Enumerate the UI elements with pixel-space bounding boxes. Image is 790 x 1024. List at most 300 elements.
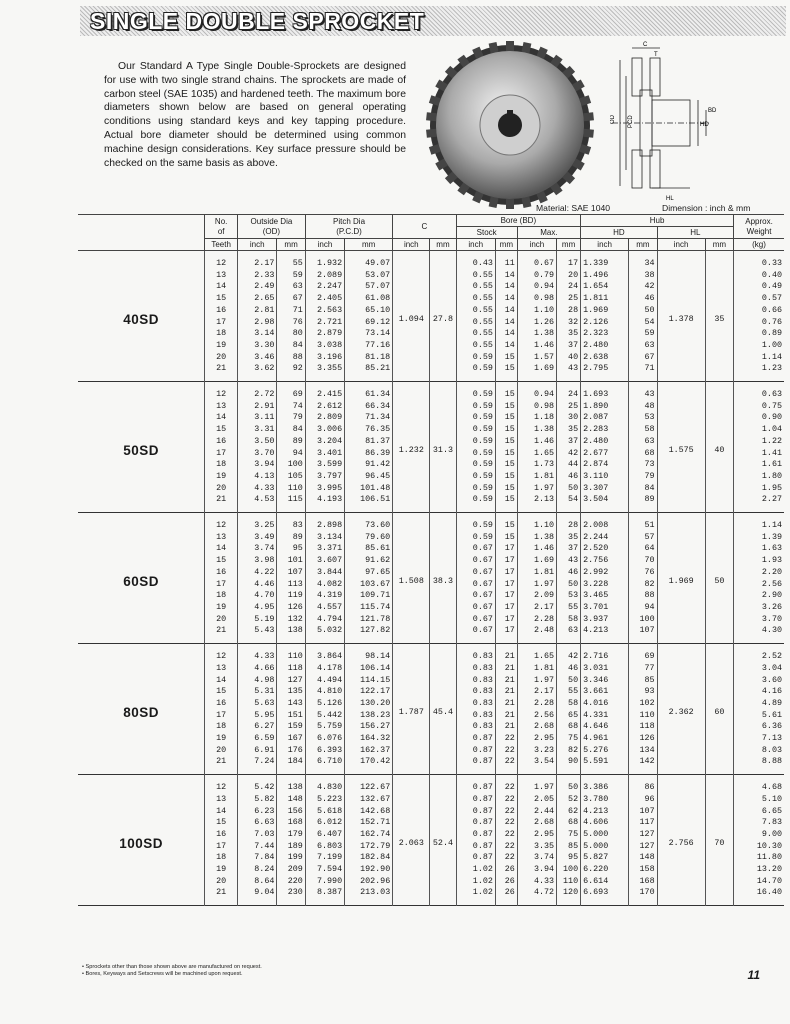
weight-cell: 0.89 <box>734 328 784 340</box>
max-inch-cell: 2.68 <box>517 817 556 829</box>
max-mm-cell: 32 <box>557 317 581 329</box>
stock-mm-cell: 14 <box>495 317 517 329</box>
stock-mm-cell: 21 <box>495 721 517 733</box>
teeth-cell: 18 <box>205 721 238 733</box>
stock-inch-cell: 0.83 <box>456 710 495 722</box>
stock-mm-cell: 15 <box>495 424 517 436</box>
weight-cell: 10.30 <box>734 841 784 853</box>
hl-label: HL <box>666 196 674 202</box>
max-inch-cell: 4.33 <box>517 876 556 888</box>
stock-mm-cell: 17 <box>495 579 517 591</box>
weight-cell: 1.14 <box>734 513 784 532</box>
stock-mm-cell: 22 <box>495 756 517 774</box>
pcd-mm-cell: 86.39 <box>345 448 393 460</box>
stock-inch-cell: 0.83 <box>456 698 495 710</box>
teeth-cell: 15 <box>205 555 238 567</box>
table-row <box>78 775 784 794</box>
teeth-cell: 12 <box>205 775 238 794</box>
teeth-cell: 17 <box>205 317 238 329</box>
max-mm-cell: 95 <box>557 852 581 864</box>
max-mm-cell: 42 <box>557 448 581 460</box>
stock-inch-cell: 1.02 <box>456 876 495 888</box>
max-mm-cell: 68 <box>557 817 581 829</box>
pcd-mm-cell: 73.14 <box>345 328 393 340</box>
od-inch-cell: 4.53 <box>238 494 277 512</box>
stock-mm-cell: 22 <box>495 806 517 818</box>
od-mm-cell: 74 <box>277 401 305 413</box>
teeth-header: No. of <box>205 215 238 239</box>
stock-mm-cell: 26 <box>495 887 517 905</box>
hd-inch-cell: 3.701 <box>581 602 629 614</box>
pcd-inch-cell: 6.803 <box>305 841 344 853</box>
od-inch-cell: 6.27 <box>238 721 277 733</box>
hd-mm-cell: 84 <box>629 483 657 495</box>
hd-inch-cell: 1.811 <box>581 293 629 305</box>
hd-mm-cell: 34 <box>629 251 657 270</box>
od-mm-cell: 110 <box>277 483 305 495</box>
hd-mm-cell: 57 <box>629 532 657 544</box>
stock-mm-cell: 21 <box>495 698 517 710</box>
stock-mm-cell: 15 <box>495 459 517 471</box>
pcd-inch-cell: 5.442 <box>305 710 344 722</box>
teeth-cell: 16 <box>205 436 238 448</box>
stock-mm-cell: 17 <box>495 543 517 555</box>
hd-inch-cell: 6.693 <box>581 887 629 905</box>
stock-mm-cell: 15 <box>495 412 517 424</box>
od-inch-cell: 2.98 <box>238 317 277 329</box>
pcd-inch-cell: 4.794 <box>305 614 344 626</box>
max-mm-cell: 30 <box>557 412 581 424</box>
hd-inch-cell: 2.008 <box>581 513 629 532</box>
weight-header-row3: (kg) <box>734 239 784 251</box>
hl-inch-cell: 1.969 <box>657 513 705 644</box>
stock-inch-cell: 0.83 <box>456 644 495 663</box>
pcd-inch-cell: 2.721 <box>305 317 344 329</box>
pcd-inch-cell: 2.247 <box>305 281 344 293</box>
model-name: 100SD <box>78 775 205 906</box>
teeth-cell: 13 <box>205 401 238 413</box>
hd-mm-cell: 85 <box>629 675 657 687</box>
teeth-cell: 15 <box>205 817 238 829</box>
od-mm-cell: 55 <box>277 251 305 270</box>
od-mm-cell: 107 <box>277 567 305 579</box>
teeth-cell: 21 <box>205 494 238 512</box>
max-mm-cell: 50 <box>557 675 581 687</box>
hd-mm-cell: 73 <box>629 459 657 471</box>
teeth-cell: 16 <box>205 305 238 317</box>
pcd-mm-cell: 121.78 <box>345 614 393 626</box>
hd-mm-cell: 58 <box>629 424 657 436</box>
hl-inch-cell: 1.575 <box>657 382 705 513</box>
max-inch-cell: 0.98 <box>517 401 556 413</box>
hd-inch-cell: 3.661 <box>581 686 629 698</box>
teeth-cell: 13 <box>205 663 238 675</box>
max-inch-cell: 1.81 <box>517 471 556 483</box>
hd-mm-cell: 43 <box>629 382 657 401</box>
max-inch-cell: 1.38 <box>517 532 556 544</box>
stock-inch-cell: 0.55 <box>456 293 495 305</box>
hd-inch-cell: 3.031 <box>581 663 629 675</box>
pcd-inch-cell: 3.797 <box>305 471 344 483</box>
teeth-cell: 19 <box>205 340 238 352</box>
stock-inch-cell: 1.02 <box>456 887 495 905</box>
max-mm-cell: 50 <box>557 483 581 495</box>
dimension-note: Dimension : inch & mm <box>662 203 751 213</box>
teeth-cell: 12 <box>205 644 238 663</box>
stock-inch-cell: 0.83 <box>456 675 495 687</box>
hd-inch-cell: 3.780 <box>581 794 629 806</box>
hd-mm-cell: 134 <box>629 745 657 757</box>
hd-inch-cell: 4.331 <box>581 710 629 722</box>
pcd-inch-cell: 7.990 <box>305 876 344 888</box>
hd-mm-cell: 96 <box>629 794 657 806</box>
max-mm-cell: 58 <box>557 698 581 710</box>
max-inch-cell: 2.28 <box>517 614 556 626</box>
max-inch-cell: 1.57 <box>517 352 556 364</box>
pcd-mm-cell: 115.74 <box>345 602 393 614</box>
max-inch-cell: 1.65 <box>517 644 556 663</box>
od-inch-cell: 2.91 <box>238 401 277 413</box>
teeth-cell: 19 <box>205 733 238 745</box>
stock-mm-cell: 26 <box>495 876 517 888</box>
pcd-inch-cell: 3.607 <box>305 555 344 567</box>
od-mm-cell: 88 <box>277 352 305 364</box>
stock-inch-cell: 0.59 <box>456 494 495 512</box>
max-mm-cell: 17 <box>557 251 581 270</box>
max-mm-cell: 110 <box>557 876 581 888</box>
max-inch-cell: 3.74 <box>517 852 556 864</box>
pcd-mm-cell: 122.67 <box>345 775 393 794</box>
pcd-mm-cell: 85.61 <box>345 543 393 555</box>
pcd-inch-cell: 4.082 <box>305 579 344 591</box>
pcd-mm-cell: 103.67 <box>345 579 393 591</box>
max-mm-cell: 35 <box>557 328 581 340</box>
stock-mm-cell: 15 <box>495 382 517 401</box>
od-inch-cell: 3.98 <box>238 555 277 567</box>
hd-mm-cell: 63 <box>629 340 657 352</box>
hd-mm-cell: 71 <box>629 363 657 381</box>
weight-cell: 4.68 <box>734 775 784 794</box>
max-mm-cell: 43 <box>557 555 581 567</box>
c-mm-cell: 38.3 <box>430 513 456 644</box>
od-mm-cell: 94 <box>277 448 305 460</box>
stock-inch-cell: 0.83 <box>456 663 495 675</box>
weight-cell: 1.93 <box>734 555 784 567</box>
teeth-cell: 21 <box>205 625 238 643</box>
pcd-label: PCD <box>628 115 634 128</box>
od-inch-cell: 5.19 <box>238 614 277 626</box>
pcd-inch-cell: 2.563 <box>305 305 344 317</box>
teeth-cell: 20 <box>205 745 238 757</box>
max-inch-cell: 0.67 <box>517 251 556 270</box>
hd-inch-cell: 2.874 <box>581 459 629 471</box>
hd-mm-cell: 148 <box>629 852 657 864</box>
stock-mm-cell: 21 <box>495 686 517 698</box>
hd-inch-cell: 2.677 <box>581 448 629 460</box>
pcd-mm-cell: 91.62 <box>345 555 393 567</box>
hd-mm-cell: 46 <box>629 293 657 305</box>
od-mm-cell: 89 <box>277 436 305 448</box>
weight-cell: 2.20 <box>734 567 784 579</box>
pcd-mm-cell: 162.37 <box>345 745 393 757</box>
pcd-mm-cell: 152.71 <box>345 817 393 829</box>
stock-mm-cell: 21 <box>495 710 517 722</box>
teeth-cell: 13 <box>205 532 238 544</box>
max-inch-cell: 2.44 <box>517 806 556 818</box>
hd-inch-cell: 3.228 <box>581 579 629 591</box>
table-row <box>78 513 784 532</box>
sprocket-group <box>78 251 784 382</box>
od-inch-cell: 4.66 <box>238 663 277 675</box>
pcd-mm-cell: 132.67 <box>345 794 393 806</box>
od-inch-cell: 5.82 <box>238 794 277 806</box>
hd-mm-cell: 118 <box>629 721 657 733</box>
hd-inch-cell: 5.276 <box>581 745 629 757</box>
max-mm-cell: 42 <box>557 644 581 663</box>
c-mm-cell: 52.4 <box>430 775 456 906</box>
hd-mm-cell: 107 <box>629 806 657 818</box>
hd-mm-cell: 100 <box>629 614 657 626</box>
weight-cell: 0.57 <box>734 293 784 305</box>
sprocket-group <box>78 775 784 906</box>
hd-inch-cell: 1.890 <box>581 401 629 413</box>
weight-cell: 8.03 <box>734 745 784 757</box>
od-inch-cell: 3.11 <box>238 412 277 424</box>
pcd-mm-cell: 172.79 <box>345 841 393 853</box>
max-inch-cell: 2.17 <box>517 686 556 698</box>
stock-inch-cell: 0.67 <box>456 543 495 555</box>
pcd-mm-cell: 81.18 <box>345 352 393 364</box>
pcd-inch-cell: 3.355 <box>305 363 344 381</box>
hd-mm-cell: 93 <box>629 686 657 698</box>
max-mm-cell: 35 <box>557 532 581 544</box>
stock-mm-cell: 14 <box>495 328 517 340</box>
od-inch-cell: 3.74 <box>238 543 277 555</box>
stock-mm-cell: 15 <box>495 352 517 364</box>
od-inch-cell: 5.43 <box>238 625 277 643</box>
od-mm-cell: 151 <box>277 710 305 722</box>
od-mm-cell: 189 <box>277 841 305 853</box>
hd-mm-cell: 76 <box>629 567 657 579</box>
pcd-inch-cell: 7.594 <box>305 864 344 876</box>
teeth-cell: 14 <box>205 412 238 424</box>
max-mm-cell: 50 <box>557 579 581 591</box>
pcd-inch-cell: 4.830 <box>305 775 344 794</box>
weight-cell: 3.26 <box>734 602 784 614</box>
teeth-cell: 12 <box>205 382 238 401</box>
pcd-mm-cell: 109.71 <box>345 590 393 602</box>
max-mm-cell: 90 <box>557 756 581 774</box>
stock-inch-cell: 0.87 <box>456 745 495 757</box>
pcd-inch-cell: 5.618 <box>305 806 344 818</box>
pcd-inch-cell: 5.223 <box>305 794 344 806</box>
max-inch-cell: 0.94 <box>517 382 556 401</box>
stock-mm-cell: 21 <box>495 675 517 687</box>
hd-mm-cell: 70 <box>629 555 657 567</box>
weight-cell: 0.90 <box>734 412 784 424</box>
stock-inch-cell: 0.43 <box>456 251 495 270</box>
weight-cell: 9.00 <box>734 829 784 841</box>
max-mm-cell: 85 <box>557 841 581 853</box>
stock-inch-cell: 0.67 <box>456 625 495 643</box>
weight-cell: 5.61 <box>734 710 784 722</box>
od-label: OD <box>610 115 616 124</box>
od-mm-cell: 110 <box>277 644 305 663</box>
teeth-cell: 12 <box>205 513 238 532</box>
stock-inch-cell: 0.59 <box>456 401 495 413</box>
pcd-mm-cell: 98.14 <box>345 644 393 663</box>
max-inch-cell: 2.56 <box>517 710 556 722</box>
pcd-mm-cell: 164.32 <box>345 733 393 745</box>
od-mm-cell: 100 <box>277 459 305 471</box>
od-mm-cell: 179 <box>277 829 305 841</box>
unit-mm: mm <box>495 239 517 251</box>
weight-cell: 0.63 <box>734 382 784 401</box>
od-inch-cell: 3.30 <box>238 340 277 352</box>
od-header: Outside Dia (OD) <box>238 215 306 239</box>
hd-mm-cell: 126 <box>629 733 657 745</box>
unit-mm: mm <box>557 239 581 251</box>
od-inch-cell: 2.49 <box>238 281 277 293</box>
weight-cell: 8.88 <box>734 756 784 774</box>
material-note: Material: SAE 1040 <box>536 203 611 213</box>
weight-cell: 1.14 <box>734 352 784 364</box>
pcd-inch-cell: 3.995 <box>305 483 344 495</box>
od-mm-cell: 148 <box>277 794 305 806</box>
table-row <box>78 382 784 401</box>
pcd-inch-cell: 4.193 <box>305 494 344 512</box>
od-mm-cell: 127 <box>277 675 305 687</box>
od-inch-cell: 3.62 <box>238 363 277 381</box>
max-inch-cell: 1.38 <box>517 424 556 436</box>
hd-inch-cell: 4.213 <box>581 625 629 643</box>
weight-header: Approx. Weight <box>734 215 784 239</box>
max-inch-cell: 1.46 <box>517 543 556 555</box>
stock-inch-cell: 0.67 <box>456 614 495 626</box>
teeth-cell: 20 <box>205 483 238 495</box>
od-inch-cell: 6.59 <box>238 733 277 745</box>
pcd-inch-cell: 5.759 <box>305 721 344 733</box>
hd-inch-cell: 1.496 <box>581 270 629 282</box>
weight-cell: 4.16 <box>734 686 784 698</box>
c-inch-cell: 2.063 <box>393 775 430 906</box>
od-mm-cell: 59 <box>277 270 305 282</box>
od-inch-cell: 9.04 <box>238 887 277 905</box>
unit-mm: mm <box>705 239 733 251</box>
od-inch-cell: 4.95 <box>238 602 277 614</box>
od-mm-cell: 84 <box>277 424 305 436</box>
stock-inch-cell: 0.87 <box>456 733 495 745</box>
teeth-cell: 17 <box>205 710 238 722</box>
stock-header: Stock <box>456 227 517 239</box>
stock-mm-cell: 17 <box>495 625 517 643</box>
teeth-cell: 14 <box>205 543 238 555</box>
teeth-cell: 17 <box>205 841 238 853</box>
hd-inch-cell: 2.638 <box>581 352 629 364</box>
od-inch-cell: 5.95 <box>238 710 277 722</box>
model-name: 80SD <box>78 644 205 775</box>
hl-inch-cell: 2.362 <box>657 644 705 775</box>
pcd-inch-cell: 4.319 <box>305 590 344 602</box>
stock-mm-cell: 17 <box>495 567 517 579</box>
pcd-inch-cell: 5.126 <box>305 698 344 710</box>
max-mm-cell: 37 <box>557 543 581 555</box>
stock-inch-cell: 0.59 <box>456 448 495 460</box>
weight-cell: 1.39 <box>734 532 784 544</box>
hl-inch-cell: 2.756 <box>657 775 705 906</box>
pcd-inch-cell: 3.599 <box>305 459 344 471</box>
hd-inch-cell: 4.646 <box>581 721 629 733</box>
teeth-cell: 21 <box>205 887 238 905</box>
max-mm-cell: 52 <box>557 794 581 806</box>
unit-mm: mm <box>430 239 456 251</box>
hl-mm-cell: 60 <box>705 644 733 775</box>
hd-mm-cell: 89 <box>629 494 657 512</box>
od-inch-cell: 8.64 <box>238 876 277 888</box>
stock-mm-cell: 21 <box>495 663 517 675</box>
max-inch-cell: 0.94 <box>517 281 556 293</box>
od-inch-cell: 2.81 <box>238 305 277 317</box>
stock-mm-cell: 14 <box>495 340 517 352</box>
hd-mm-cell: 107 <box>629 625 657 643</box>
weight-cell: 0.66 <box>734 305 784 317</box>
max-mm-cell: 65 <box>557 710 581 722</box>
od-mm-cell: 95 <box>277 543 305 555</box>
max-mm-cell: 58 <box>557 614 581 626</box>
model-name: 40SD <box>78 251 205 382</box>
hd-inch-cell: 4.961 <box>581 733 629 745</box>
pcd-inch-cell: 4.557 <box>305 602 344 614</box>
hd-inch-cell: 1.339 <box>581 251 629 270</box>
unit-mm: mm <box>345 239 393 251</box>
max-mm-cell: 46 <box>557 663 581 675</box>
max-inch-cell: 1.10 <box>517 305 556 317</box>
hd-mm-cell: 79 <box>629 471 657 483</box>
od-mm-cell: 126 <box>277 602 305 614</box>
od-mm-cell: 71 <box>277 305 305 317</box>
stock-inch-cell: 0.83 <box>456 686 495 698</box>
hd-inch-cell: 2.795 <box>581 363 629 381</box>
pcd-mm-cell: 106.14 <box>345 663 393 675</box>
od-mm-cell: 76 <box>277 317 305 329</box>
weight-cell: 1.04 <box>734 424 784 436</box>
hd-inch-cell: 5.591 <box>581 756 629 774</box>
od-mm-cell: 135 <box>277 686 305 698</box>
max-inch-cell: 0.79 <box>517 270 556 282</box>
stock-mm-cell: 15 <box>495 436 517 448</box>
od-mm-cell: 199 <box>277 852 305 864</box>
pcd-mm-cell: 106.51 <box>345 494 393 512</box>
pcd-inch-cell: 3.204 <box>305 436 344 448</box>
pcd-mm-cell: 213.03 <box>345 887 393 905</box>
teeth-cell: 16 <box>205 567 238 579</box>
hd-mm-cell: 158 <box>629 864 657 876</box>
stock-mm-cell: 17 <box>495 590 517 602</box>
od-inch-cell: 4.98 <box>238 675 277 687</box>
weight-cell: 3.70 <box>734 614 784 626</box>
hd-mm-cell: 50 <box>629 305 657 317</box>
max-mm-cell: 75 <box>557 829 581 841</box>
hd-header: HD <box>581 227 657 239</box>
weight-cell: 0.33 <box>734 251 784 270</box>
stock-inch-cell: 0.87 <box>456 829 495 841</box>
stock-inch-cell: 0.67 <box>456 602 495 614</box>
weight-cell: 3.04 <box>734 663 784 675</box>
hl-mm-cell: 70 <box>705 775 733 906</box>
stock-inch-cell: 0.83 <box>456 721 495 733</box>
teeth-cell: 18 <box>205 590 238 602</box>
stock-mm-cell: 21 <box>495 644 517 663</box>
